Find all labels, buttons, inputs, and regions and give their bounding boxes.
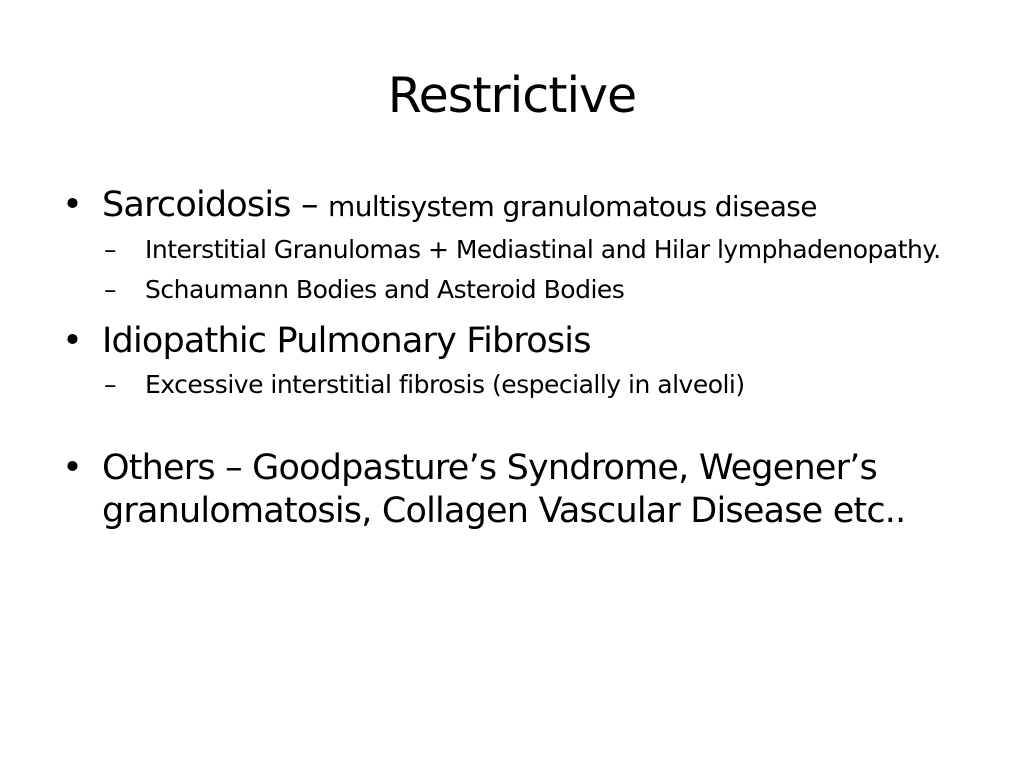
sub-bullet-text: Schaumann Bodies and Asteroid Bodies (145, 275, 625, 304)
slide-title: Restrictive (387, 67, 637, 124)
slide-body (62, 184, 962, 533)
bullet-others (62, 447, 962, 533)
sub-bullet-schaumann (104, 272, 962, 308)
bullet-marker: • (62, 185, 82, 225)
bullet-marker: • (62, 448, 82, 488)
sub-bullet-text: Interstitial Granulomas + Mediastinal and Hilar lymphadenopathy. (145, 235, 941, 264)
bullet-text: Sarcoidosis – (102, 185, 318, 225)
sub-bullet-marker: – (104, 235, 116, 264)
bullet-sarcoidosis (62, 184, 962, 228)
sub-bullet-marker: – (104, 370, 116, 399)
bullet-marker: • (62, 321, 82, 361)
bullet-text: Others – Goodpasture’s Syndrome, Wegener’s granulomatosis, Collagen Vascular Disease etc.. (102, 448, 906, 531)
sub-bullet-fibrosis (104, 367, 962, 403)
bullet-text: Idiopathic Pulmonary Fibrosis (102, 321, 591, 361)
sub-bullet-text: Excessive interstitial fibrosis (especially in alveoli) (145, 370, 745, 399)
bullet-aside: multisystem granulomatous disease (328, 190, 817, 223)
bullet-ipf (62, 320, 962, 363)
sub-bullet-marker: – (104, 275, 116, 304)
sub-bullet-granulomas (104, 232, 962, 268)
